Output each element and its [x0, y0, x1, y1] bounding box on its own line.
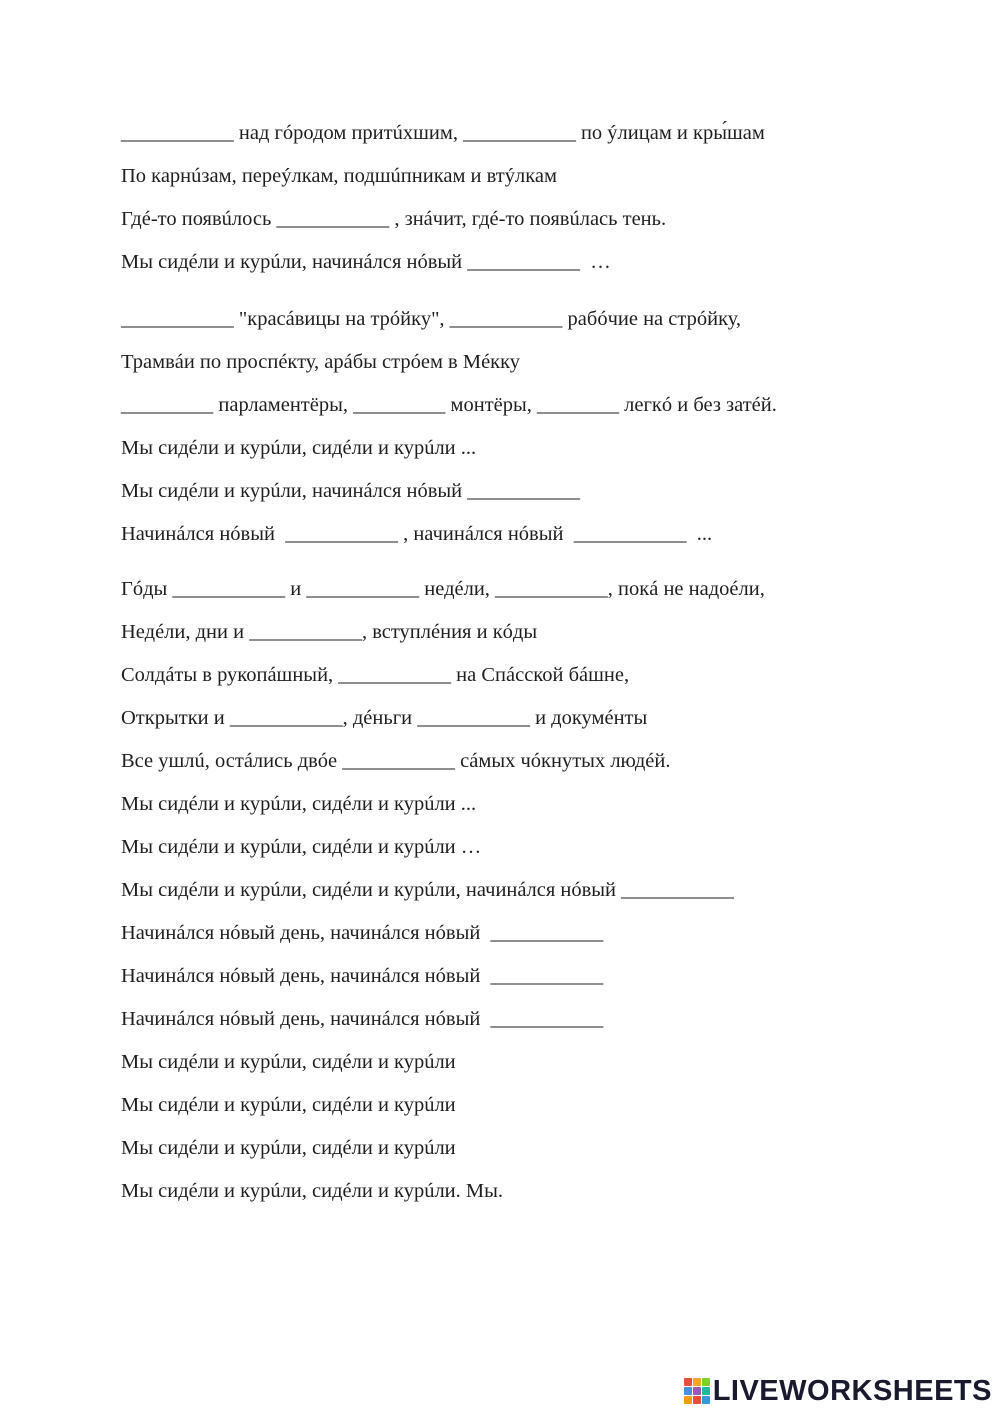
lyric-line: Мы сидéли и курúли, сидéли и курúли … — [121, 836, 482, 858]
lyric-line: Трамвáи по проспéкту, арáбы стрóем в Мéкку — [121, 351, 521, 373]
lyric-line: ___________ "красáвицы на трóйку", ___________ рабóчие на стрóйку, — [121, 308, 742, 330]
brand-text: LIVEWORKSHEETS — [712, 1374, 992, 1407]
lyric-line: Гдé-то появúлось ___________ , знáчит, гдé-то появúлась тень. — [121, 208, 667, 230]
lyric-line: Мы сидéли и курúли, начинáлся нóвый ___________ … — [121, 251, 611, 273]
lyric-line: Открытки и ___________, дéньги ___________ и докумéнты — [121, 707, 648, 729]
lyric-line: Начинáлся нóвый день, начинáлся нóвый ___________ — [121, 1008, 604, 1030]
stanza-2 — [121, 298, 941, 556]
liveworksheets-grid-icon — [684, 1378, 710, 1404]
lyric-line: Все ушлú, остáлись двóе ___________ сáмых чóкнутых людéй. — [121, 750, 671, 772]
stanza-3 — [121, 568, 941, 1213]
lyric-line: Солдáты в рукопáшный, ___________ на Спáсской бáшне, — [121, 664, 630, 686]
lyric-line: _________ парламентёры, _________ монтёры, ________ легкó и без затéй. — [121, 394, 777, 416]
lyric-line: Начинáлся нóвый ___________ , начинáлся нóвый ___________ ... — [121, 523, 713, 545]
lyric-line: Мы сидéли и курúли, сидéли и курúли ... — [121, 793, 477, 815]
lyric-line: Начинáлся нóвый день, начинáлся нóвый ___________ — [121, 965, 604, 987]
lyric-line: ___________ над гóродом притúхшим, ___________ по ýлицам и кры́шам — [121, 122, 765, 144]
lyric-line: Мы сидéли и курúли, сидéли и курúли, начинáлся нóвый ___________ — [121, 879, 734, 901]
lyric-line: Мы сидéли и курúли, сидéли и курúли. Мы. — [121, 1180, 504, 1202]
brand-logo[interactable] — [684, 1374, 992, 1408]
stanza-1 — [121, 112, 941, 284]
lyric-line: Мы сидéли и курúли, сидéли и курúли — [121, 1051, 456, 1073]
lyric-line: Начинáлся нóвый день, начинáлся нóвый ___________ — [121, 922, 604, 944]
lyric-line: Мы сидéли и курúли, сидéли и курúли — [121, 1137, 456, 1159]
lyric-line: Недéли, дни и ___________, вступлéния и кóды — [121, 621, 538, 643]
lyric-line: Мы сидéли и курúли, начинáлся нóвый ___________ — [121, 480, 581, 502]
lyric-line: Мы сидéли и курúли, сидéли и курúли ... — [121, 437, 477, 459]
lyric-line: Мы сидéли и курúли, сидéли и курúли — [121, 1094, 456, 1116]
lyric-line: Гóды ___________ и ___________ недéли, ___________, покá не надоéли, — [121, 578, 765, 600]
lyric-line: По карнúзам, переýлкам, подшúпникам и втýлкам — [121, 165, 557, 187]
